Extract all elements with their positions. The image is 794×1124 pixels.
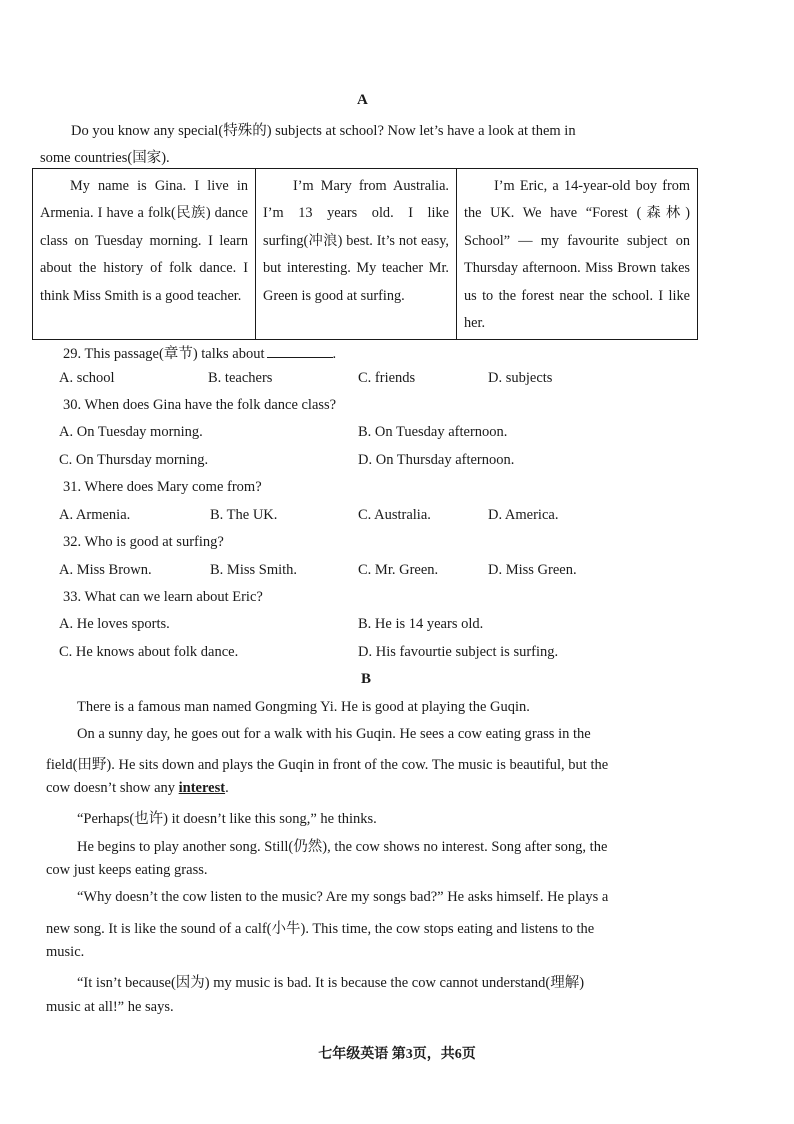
passage-b-paragraph-5-line-3: music. — [46, 944, 85, 960]
q29-option-a: A. school — [59, 370, 115, 386]
q33-option-a: A. He loves sports. — [59, 616, 170, 632]
passage-b-paragraph-6-line-1: “It isn’t because(因为) my music is bad. It is because the cow cannot understand(理解) — [77, 975, 585, 991]
question-32-stem: 32. Who is good at surfing? — [63, 534, 224, 550]
passage-cell-gina: My name is Gina. I live in Armenia. I have a folk(民族) dance class on Tuesday morning. I learn about the history of folk dance. I think Miss Smith is a good teacher. — [33, 169, 256, 340]
q33-option-c: C. He knows about folk dance. — [59, 644, 239, 660]
passage-cell-eric: I’m Eric, a 14-year-old boy from the UK. We have “Forest (森林) School” — my favourite subject on Thursday afternoon. Miss Brown takes us to the forest near the school. I like her. — [457, 169, 698, 340]
passage-b-paragraph-4-line-2: cow just keeps eating grass. — [46, 862, 208, 878]
intro-line-1: Do you know any special(特殊的) subjects at school? Now let’s have a look at them in — [71, 123, 576, 139]
q30-option-a: A. On Tuesday morning. — [59, 424, 203, 440]
q29-option-b: B. teachers — [208, 370, 273, 386]
q30-option-c: C. On Thursday morning. — [59, 452, 209, 468]
passage-b-paragraph-5-line-2: new song. It is like the sound of a calf(小牛). This time, the cow stops eating and listens to the — [46, 921, 595, 937]
passage-b-paragraph-1: There is a famous man named Gongming Yi. He is good at playing the Guqin. — [77, 699, 530, 715]
intro-line-2: some countries(国家). — [40, 150, 170, 166]
q30-option-d: D. On Thursday afternoon. — [358, 452, 515, 468]
line-end: . — [225, 780, 229, 796]
q31-option-c: C. Australia. — [358, 507, 431, 523]
question-29-text: 29. This passage(章节) talks about — [63, 346, 265, 362]
q31-option-b: B. The UK. — [210, 507, 278, 523]
section-a-heading: A — [357, 92, 368, 108]
q33-option-b: B. He is 14 years old. — [358, 616, 484, 632]
q31-option-d: D. America. — [488, 507, 559, 523]
passage-b-paragraph-2-line-2: field(田野). He sits down and plays the Guqin in front of the cow. The music is beautiful, but the — [46, 757, 609, 773]
passage-b-paragraph-2-line-3 — [46, 780, 229, 797]
q33-option-d: D. His favourtie subject is surfing. — [358, 644, 559, 660]
q32-option-c: C. Mr. Green. — [358, 562, 439, 578]
q30-option-b: B. On Tuesday afternoon. — [358, 424, 508, 440]
q29-option-c: C. friends — [358, 370, 416, 386]
underlined-word-interest: interest — [178, 780, 226, 796]
passage-b-paragraph-6-line-2: music at all!” he says. — [46, 999, 174, 1015]
q32-option-b: B. Miss Smith. — [210, 562, 298, 578]
question-31-stem: 31. Where does Mary come from? — [63, 479, 262, 495]
question-30-stem: 30. When does Gina have the folk dance class? — [63, 397, 337, 413]
q31-option-a: A. Armenia. — [59, 507, 131, 523]
section-b-heading: B — [361, 671, 372, 687]
passage-b-paragraph-3: “Perhaps(也许) it doesn’t like this song,” he thinks. — [77, 811, 377, 827]
q29-option-d: D. subjects — [488, 370, 553, 386]
passage-b-paragraph-4-line-1: He begins to play another song. Still(仍然), the cow shows no interest. Song after song, the — [77, 839, 608, 855]
question-29-stem: 29. This passage(章节) talks about . — [63, 346, 337, 362]
passage-b-paragraph-5-line-1: “Why doesn’t the cow listen to the music? Are my songs bad?” He asks himself. He plays a — [77, 889, 609, 905]
line-text: cow doesn’t show any — [46, 780, 179, 796]
answer-blank — [267, 344, 333, 358]
question-33-stem: 33. What can we learn about Eric? — [63, 589, 263, 605]
q32-option-d: D. Miss Green. — [488, 562, 577, 578]
q32-option-a: A. Miss Brown. — [59, 562, 152, 578]
page-footer: 七年级英语 第3页，共6页 — [318, 1047, 476, 1062]
passage-table — [32, 168, 698, 340]
passage-b-paragraph-2-line-1: On a sunny day, he goes out for a walk with his Guqin. He sees a cow eating grass in the — [77, 726, 591, 742]
passage-cell-mary: I’m Mary from Australia. I’m 13 years old. I like surfing(冲浪) best. It’s not easy, but interesting. My teacher Mr. Green is good at surfing. — [256, 169, 457, 340]
